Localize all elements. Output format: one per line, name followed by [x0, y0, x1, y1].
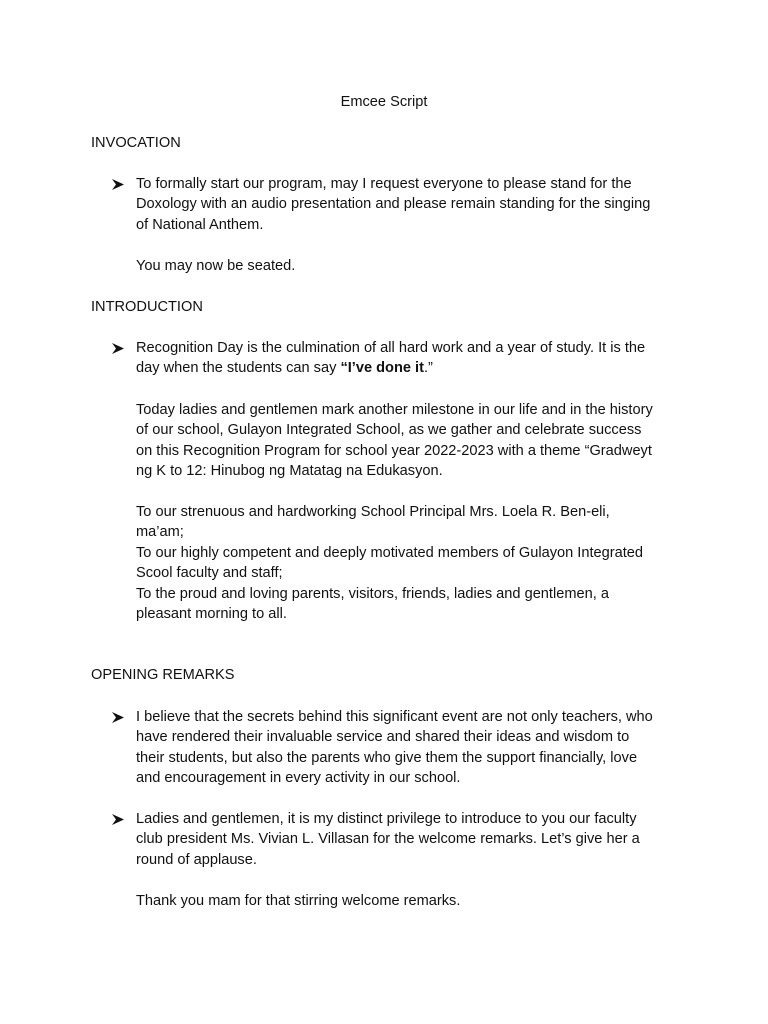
text-line: of National Anthem.: [136, 216, 264, 233]
text-line: of our school, Gulayon Integrated School, as we gather and celebrate success: [136, 422, 642, 439]
section-heading-introduction: INTRODUCTION: [91, 299, 203, 315]
text-line: ma’am;: [136, 524, 184, 541]
text-line: I believe that the secrets behind this significant event are not only teachers, who: [136, 709, 653, 725]
text-line: [136, 358, 681, 378]
introduction-milestone-paragraph: [136, 400, 681, 482]
text-line: club president Ms. Vivian L. Villasan for the welcome remarks. Let’s give her a: [136, 831, 640, 848]
text-run: .”: [423, 360, 433, 377]
introduction-bullet-paragraph: [136, 338, 681, 379]
text-line: have rendered their invaluable service and shared their ideas and wisdom to: [136, 729, 630, 746]
introduction-greetings-paragraph: [136, 502, 681, 624]
text-line: their students, but also the parents who give them the support financially, love: [136, 749, 638, 766]
text-line: Recognition Day is the culmination of all hard work and a year of study. It is the: [136, 340, 646, 356]
text-line: on this Recognition Program for school year 2022-2023 with a theme “Gradweyt: [136, 442, 652, 459]
text-line: Ladies and gentlemen, it is my distinct privilege to introduce to you our faculty: [136, 811, 637, 827]
arrowhead-bullet-icon: [112, 174, 126, 194]
text-run: day when the students can say: [136, 360, 341, 377]
text-line: pleasant morning to all.: [136, 606, 287, 623]
text-line: To formally start our program, may I request everyone to please stand for the: [136, 176, 632, 192]
arrowhead-bullet-icon: [112, 707, 126, 727]
text-line: and encouragement in every activity in our school.: [136, 770, 461, 787]
arrowhead-bullet-icon: [112, 338, 126, 358]
opening-remarks-bullet-paragraph-2: [136, 809, 681, 870]
emphasis-quote: “I’ve done it: [340, 360, 424, 377]
text-line: To our highly competent and deeply motivated members of Gulayon Integrated: [136, 544, 644, 561]
section-heading-opening-remarks: OPENING REMARKS: [91, 667, 235, 683]
text-line: ng K to 12: Hinubog ng Matatag na Edukasyon.: [136, 463, 443, 480]
text-line: To the proud and loving parents, visitors, friends, ladies and gentlemen, a: [136, 585, 609, 602]
text-line: To our strenuous and hardworking School Principal Mrs. Loela R. Ben-eli,: [136, 504, 610, 520]
text-line: Scool faculty and staff;: [136, 565, 283, 582]
arrowhead-bullet-icon: [112, 809, 126, 829]
invocation-bullet-paragraph: [136, 174, 681, 235]
opening-remarks-thanks-text: Thank you mam for that stirring welcome remarks.: [136, 893, 461, 909]
section-heading-invocation: INVOCATION: [91, 135, 181, 151]
invocation-seated-text: You may now be seated.: [136, 258, 296, 274]
opening-remarks-bullet-paragraph-1: [136, 707, 681, 789]
text-line: round of applause.: [136, 851, 257, 868]
text-line: Today ladies and gentlemen mark another milestone in our life and in the history: [136, 402, 653, 418]
document-title: Emcee Script: [340, 94, 428, 110]
text-line: Doxology with an audio presentation and please remain standing for the singing: [136, 196, 651, 213]
